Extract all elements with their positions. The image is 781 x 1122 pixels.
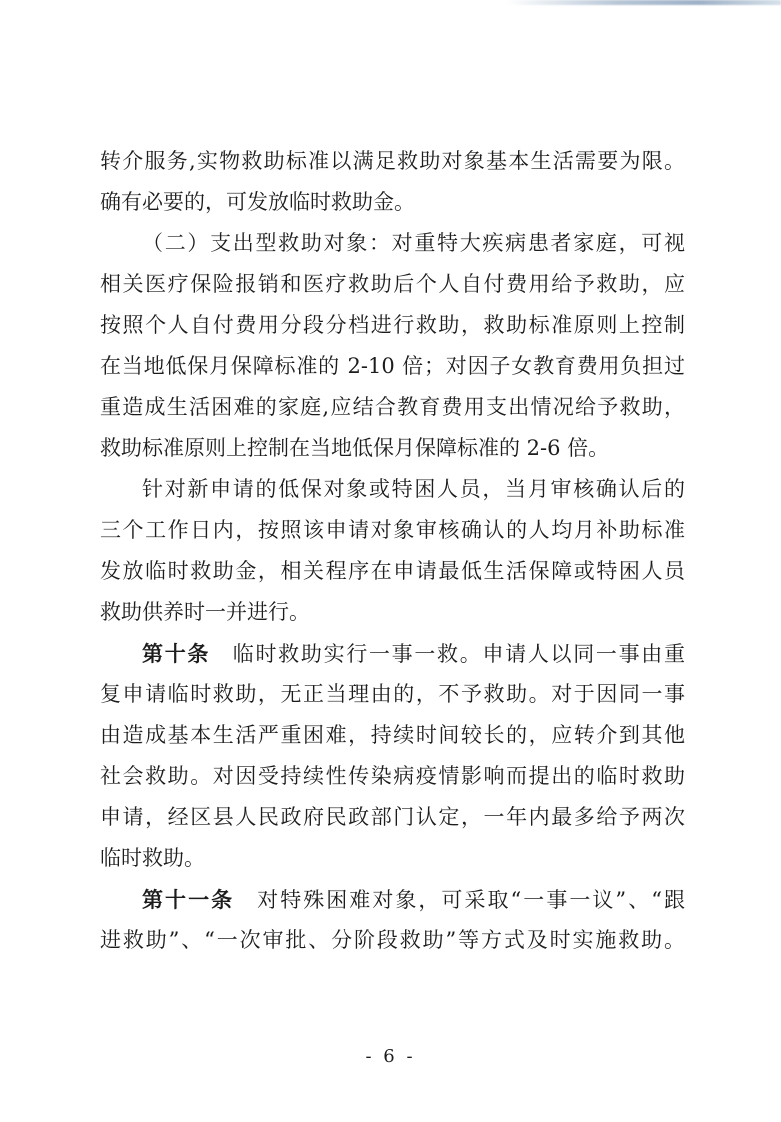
text-segment: 复申请临时救助，无正当理由的，不予救助。对于因同一事 — [100, 682, 685, 706]
document-line — [100, 469, 685, 510]
document-line — [100, 182, 685, 223]
text-segment: 申请，经区县人民政府民政部门认定，一年内最多给予两次 — [100, 805, 685, 829]
document-line — [100, 715, 685, 756]
document-line — [100, 797, 685, 838]
text-segment: 三个工作日内，按照该申请对象审核确认的人均月补助标准 — [100, 518, 685, 542]
text-segment: 按照个人自付费用分段分档进行救助，救助标准原则上控制 — [100, 313, 685, 337]
text-segment: 在当地低保月保障标准的 2-10 倍；对因子女教育费用负担过 — [100, 354, 685, 378]
text-segment: 相关医疗保险报销和医疗救助后个人自付费用给予救助，应 — [100, 272, 685, 296]
document-line — [100, 428, 685, 469]
document-line — [100, 387, 685, 428]
document-line — [100, 346, 685, 387]
document-body — [100, 141, 685, 961]
text-segment: 确有必要的，可发放临时救助金。 — [100, 190, 415, 214]
document-line — [100, 756, 685, 797]
text-segment: 对特殊困难对象，可采取“一事一议”、“跟 — [234, 888, 685, 912]
article-number: 第十一条 — [142, 887, 235, 912]
text-segment: 进救助”、“一次审批、分阶段救助”等方式及时实施救助。 — [100, 928, 685, 952]
text-segment: 由造成基本生活严重困难，持续时间较长的，应转介到其他 — [100, 723, 685, 747]
document-line — [100, 920, 685, 961]
page-number: - 6 - — [365, 1046, 416, 1067]
document-line — [100, 510, 685, 551]
document-line — [100, 264, 685, 305]
text-segment: 社会救助。对因受持续性传染病疫情影响而提出的临时救助 — [100, 764, 685, 788]
text-segment: 救助标准原则上控制在当地低保月保障标准的 2-6 倍。 — [100, 436, 610, 460]
document-line — [100, 551, 685, 592]
document-line — [100, 674, 685, 715]
text-segment: 发放临时救助金，相关程序在申请最低生活保障或特困人员 — [100, 559, 685, 583]
document-line — [100, 223, 685, 264]
document-line — [100, 633, 685, 674]
text-segment: （二）支出型救助对象：对重特大疾病患者家庭，可视 — [142, 231, 685, 255]
document-line — [100, 838, 685, 879]
text-segment: 救助供养时一并进行。 — [100, 600, 310, 624]
scan-edge-artifact — [506, 0, 781, 5]
text-segment: 临时救助。 — [100, 846, 205, 870]
document-line — [100, 592, 685, 633]
text-segment: 重造成生活困难的家庭,应结合教育费用支出情况给予救助， — [100, 395, 685, 419]
text-segment: 针对新申请的低保对象或特困人员，当月审核确认后的 — [142, 477, 685, 501]
document-line — [100, 305, 685, 346]
document-line — [100, 141, 685, 182]
text-segment: 转介服务,实物救助标准以满足救助对象基本生活需要为限。 — [100, 149, 685, 173]
article-number: 第十条 — [142, 641, 211, 666]
text-segment: 临时救助实行一事一救。申请人以同一事由重 — [210, 642, 686, 666]
document-line — [100, 879, 685, 920]
